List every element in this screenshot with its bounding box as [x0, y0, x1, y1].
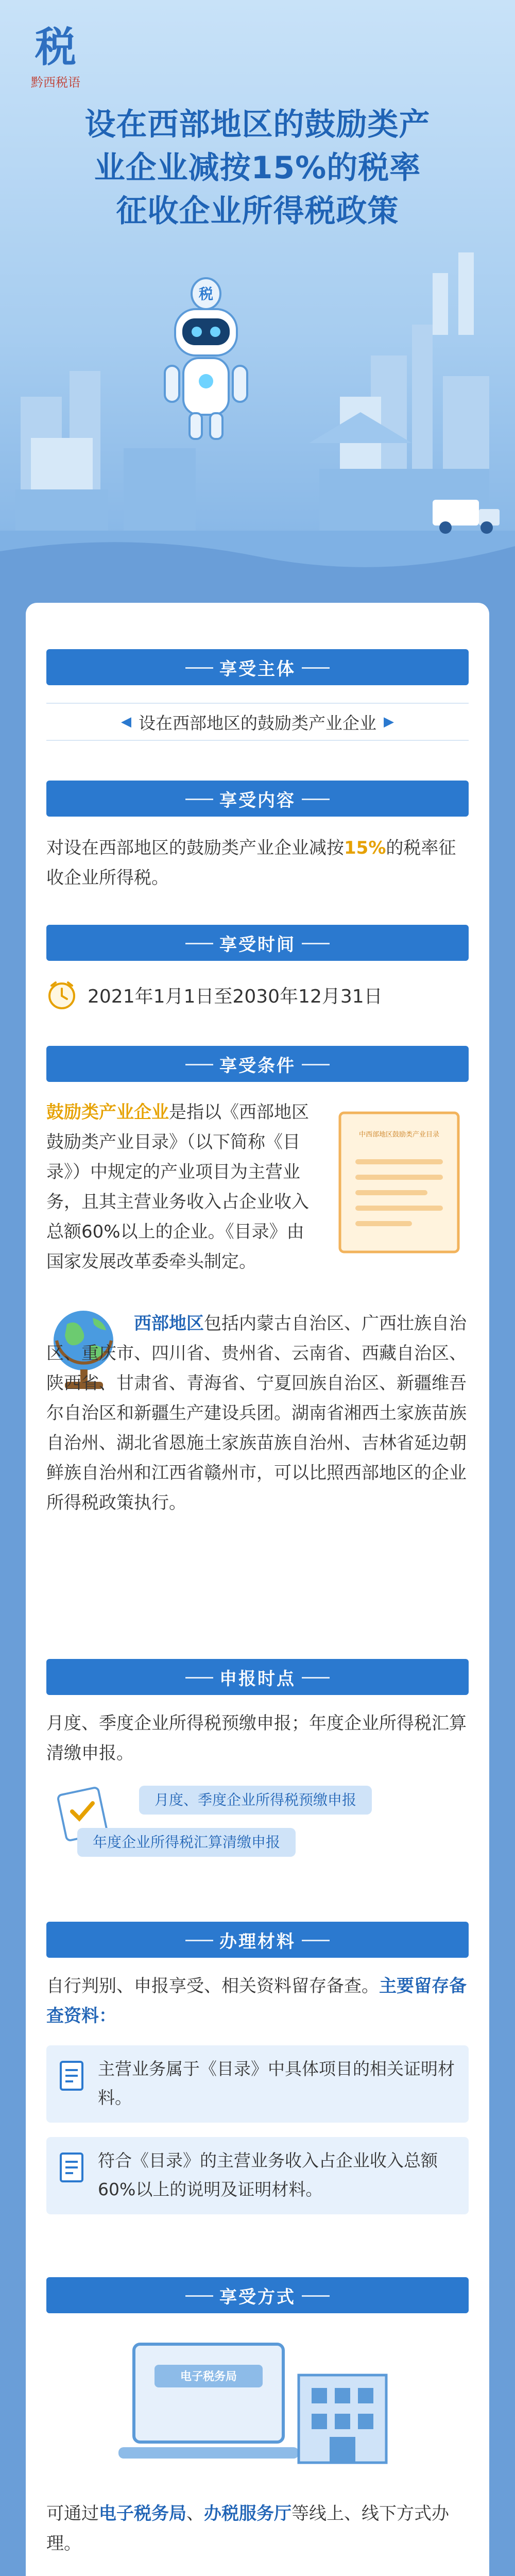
- tax-logo-glyph: 税: [35, 23, 76, 71]
- title-line-1: 设在西部地区的鼓励类产: [84, 107, 431, 143]
- catalog-document-illustration: [330, 1108, 469, 1257]
- document-icon: [60, 2153, 83, 2182]
- content-card: [26, 603, 489, 2576]
- section-timing: [46, 1659, 469, 1868]
- material-item-1: [46, 2045, 469, 2123]
- brand-logo: [25, 23, 87, 90]
- section-content: [46, 781, 469, 893]
- clock-icon: [46, 979, 77, 1010]
- condition-paragraph-1: 鼓励类产业企业是指以《西部地区鼓励类产业目录》（以下简称《目录》）中规定的产业项目为主营业务，且其主营业务收入占企业收入总额60%以上的企业。《目录》由国家发展改革委牵头制定。: [46, 1102, 309, 1272]
- subject-text: 设在西部地区的鼓励类产业企业: [139, 713, 376, 733]
- triangle-left-icon: ◀: [121, 714, 131, 730]
- subject-row: [46, 703, 469, 741]
- svg-text:税: 税: [198, 285, 214, 302]
- section-heading: 享受内容: [46, 781, 469, 817]
- section-time: [46, 925, 469, 1010]
- conditions-body: [46, 1097, 469, 1607]
- triangle-right-icon: ▶: [384, 714, 394, 730]
- material-text-1: 主营业务属于《目录》中具体项目的相关证明材料。: [98, 2059, 455, 2108]
- pill-monthly-quarterly: 月度、季度企业所得税预缴申报: [139, 1786, 372, 1815]
- document-title: 中西部地区鼓励类产业目录: [358, 1131, 440, 1139]
- material-text-2: 符合《目录》的主营业务收入占企业收入总额60%以上的说明及证明材料。: [98, 2150, 438, 2199]
- section-heading: 享受条件: [46, 1046, 469, 1082]
- etax-and-office-illustration: [113, 2329, 402, 2483]
- time-row: [46, 979, 469, 1010]
- page-title: [36, 103, 479, 233]
- method-text: 可通过电子税务局、办税服务厅等线上、线下方式办理。: [46, 2503, 449, 2554]
- timing-illustration: [46, 1781, 469, 1868]
- section-subject: [46, 649, 469, 741]
- pill-annual: 年度企业所得税汇算清缴申报: [77, 1828, 296, 1857]
- material-item-2: [46, 2137, 469, 2214]
- city-robot-illustration: [0, 242, 515, 603]
- section-heading: 享受主体: [46, 649, 469, 685]
- section-method: [46, 2277, 469, 2558]
- time-text: 2021年1月1日至2030年12月31日: [88, 986, 383, 1007]
- section-materials: [46, 1922, 469, 2214]
- brand-name: 黔西税语: [31, 75, 80, 90]
- section-heading: 办理材料: [46, 1922, 469, 1958]
- materials-intro: 自行判别、申报享受、相关资料留存备查。主要留存备查资料：: [46, 1976, 467, 2026]
- title-line-2: 业企业减按15%的税率: [94, 150, 421, 186]
- section-heading: 享受时间: [46, 925, 469, 961]
- title-line-3: 征收企业所得税政策: [116, 193, 399, 229]
- timing-text: 月度、季度企业所得税预缴申报；年度企业所得税汇算清缴申报。: [46, 1713, 467, 1764]
- section-heading: 享受方式: [46, 2277, 469, 2313]
- section-heading: 申报时点: [46, 1659, 469, 1695]
- content-text: 对设在西部地区的鼓励类产业企业减按15%的税率征收企业所得税。: [46, 838, 456, 888]
- condition-paragraph-2: 西部地区包括内蒙古自治区、广西壮族自治区、重庆市、四川省、贵州省、云南省、西藏自治区、陕西省、甘肃省、青海省、宁夏回族自治区、新疆维吾尔自治区和新疆生产建设兵团。湖南省湘西土家族苗族自治州、湖北省恩施土家族苗族自治州、吉林省延边朝鲜族自治州和江西省赣州市，可以比照西部地区的企业所得税政策执行。: [46, 1313, 467, 1513]
- header-banner: [0, 0, 515, 603]
- document-icon: [60, 2061, 83, 2091]
- section-conditions: [46, 1046, 469, 1607]
- screen-label: 电子税务局: [180, 2370, 237, 2383]
